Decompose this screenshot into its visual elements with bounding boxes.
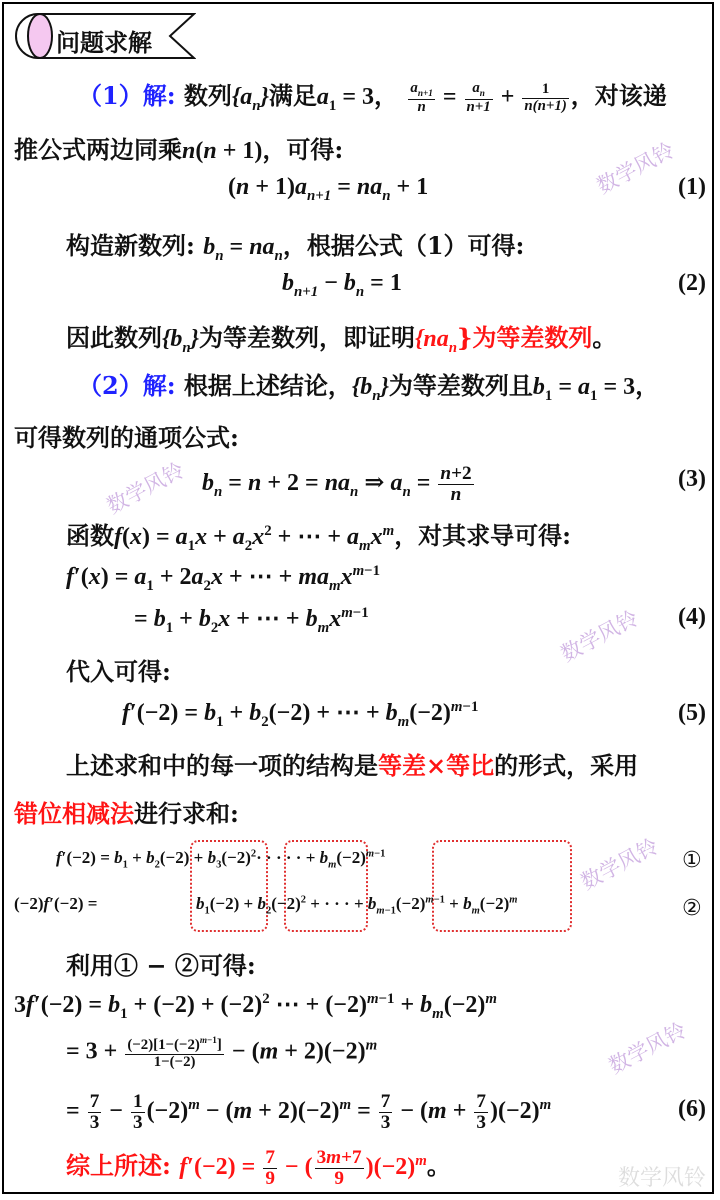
equation-3: $b_n = n + 2 = na_n$ ⇒ $a_n$ = $\frac{n+2}{n}$ bbox=[202, 463, 472, 506]
dotted-box bbox=[432, 840, 572, 932]
part2-use: 利用① − ②可得: bbox=[66, 951, 256, 980]
circled-1: ① bbox=[682, 848, 702, 873]
part1-line1: （1）解: 数列$\{a_n\}$满足$a_1 = 3$， $\frac{a_{n+1}}{n}$ = $\frac{a_n}{n+1}$ + $\frac{1}{n(n+1)}$ ，对该递 bbox=[78, 80, 667, 115]
part1-line2: 推公式两边同乘n(n + 1)，可得: bbox=[14, 135, 344, 164]
equation-4a: $f'(x) = a_1 + 2a_2x$ + ⋯ + $ma_mx^{m-1}$ bbox=[66, 563, 381, 594]
equation-1: $(n + 1)a_{n+1} = na_n + 1$ bbox=[228, 174, 429, 204]
section-header bbox=[14, 10, 196, 62]
series-row-2-terms: $b_1(-2) + b_2(-2)^2$ + · · · + $b_{m-1}(-2)^{m-1} + b_m(-2)^m$ bbox=[196, 894, 518, 917]
equation-5: $f'(-2) = b_1 + b_2(-2)$ + ⋯ + $b_m(-2)^{m-1}$ bbox=[122, 699, 479, 730]
final-answer: 综上所述: f′(−2) = $\frac{7}{9}$ − ( $\frac{3m+7}{9}$ )$(-2)^m$。 bbox=[66, 1146, 451, 1189]
watermark-corner: 数学风铃 bbox=[617, 1166, 706, 1191]
eq-number-6: (6) bbox=[678, 1096, 706, 1122]
series-row-2: (−2)f′(−2) = bbox=[14, 894, 98, 913]
series-row-1: $f'(-2) = b_1 + b_2(-2) + b_3(-2)^2\cdot$ · · · · + $b_m(-2)^{m-1}$ bbox=[56, 848, 386, 871]
watermark: 数学风铃 bbox=[556, 605, 643, 667]
part2-function: 函数$f(x) = a_1x + a_2x^2$ + ⋯ + $a_mx^m$，对其求导可得: bbox=[66, 521, 572, 554]
part1-conclusion: 因此数列$\{b_n\}$为等差数列，即证明$\{na_n\}$为等差数列。 bbox=[66, 323, 617, 356]
eq-number-5: (5) bbox=[678, 700, 706, 726]
watermark: 数学风铃 bbox=[102, 457, 189, 519]
part2-line2: 可得数列的通项公式: bbox=[14, 423, 239, 452]
eq-number-2: (2) bbox=[678, 270, 706, 296]
equation-6a: $3f'(-2) = b_1 + (-2) + (-2)^2$ ⋯ + $(-2)^{m-1} + b_m(-2)^m$ bbox=[14, 991, 497, 1022]
part2-line1: （2）解: 根据上述结论，$\{b_n\}$为等差数列且$b_1 = a_1 = 3$， bbox=[78, 371, 660, 404]
equation-4b: = $b_1 + b_2x$ + ⋯ + $b_mx^{m-1}$ bbox=[134, 605, 369, 636]
watermark: 数学风铃 bbox=[592, 137, 679, 199]
equation-2: $b_{n+1} - b_n = 1$ bbox=[282, 270, 402, 300]
part2-substitute: 代入可得: bbox=[66, 657, 171, 686]
equation-6c: = $\frac{7}{3}$ − $\frac{1}{3}$ $(-2)^m - (m + 2)(-2)^m$ = $\frac{7}{3}$ − (m + $\frac{7}{3}$ )$(-2)^m$ bbox=[66, 1091, 552, 1134]
part2-structure: 上述求和中的每一项的结构是等差×等比的形式，采用 bbox=[66, 751, 639, 780]
part2-label: （2）解: bbox=[78, 371, 176, 400]
eq-number-3: (3) bbox=[678, 466, 706, 492]
equation-6b: = 3 + $\frac{(-2)[1-(-2)^{m-1}]}{1-(-2)}$ − $(m + 2)(-2)^m$ bbox=[66, 1035, 378, 1070]
part1-label: （1）解: bbox=[78, 81, 176, 110]
part2-method: 错位相减法进行求和: bbox=[14, 799, 239, 828]
eq-number-1: (1) bbox=[678, 174, 706, 200]
watermark: 数学风铃 bbox=[576, 833, 663, 895]
watermark: 数学风铃 bbox=[604, 1017, 691, 1079]
eq-number-4: (4) bbox=[678, 604, 706, 630]
part1-construct: 构造新数列: $b_n = na_n$，根据公式（1）可得: bbox=[66, 231, 525, 264]
circled-2: ② bbox=[682, 896, 702, 921]
header-title: 问题求解 bbox=[56, 29, 152, 57]
